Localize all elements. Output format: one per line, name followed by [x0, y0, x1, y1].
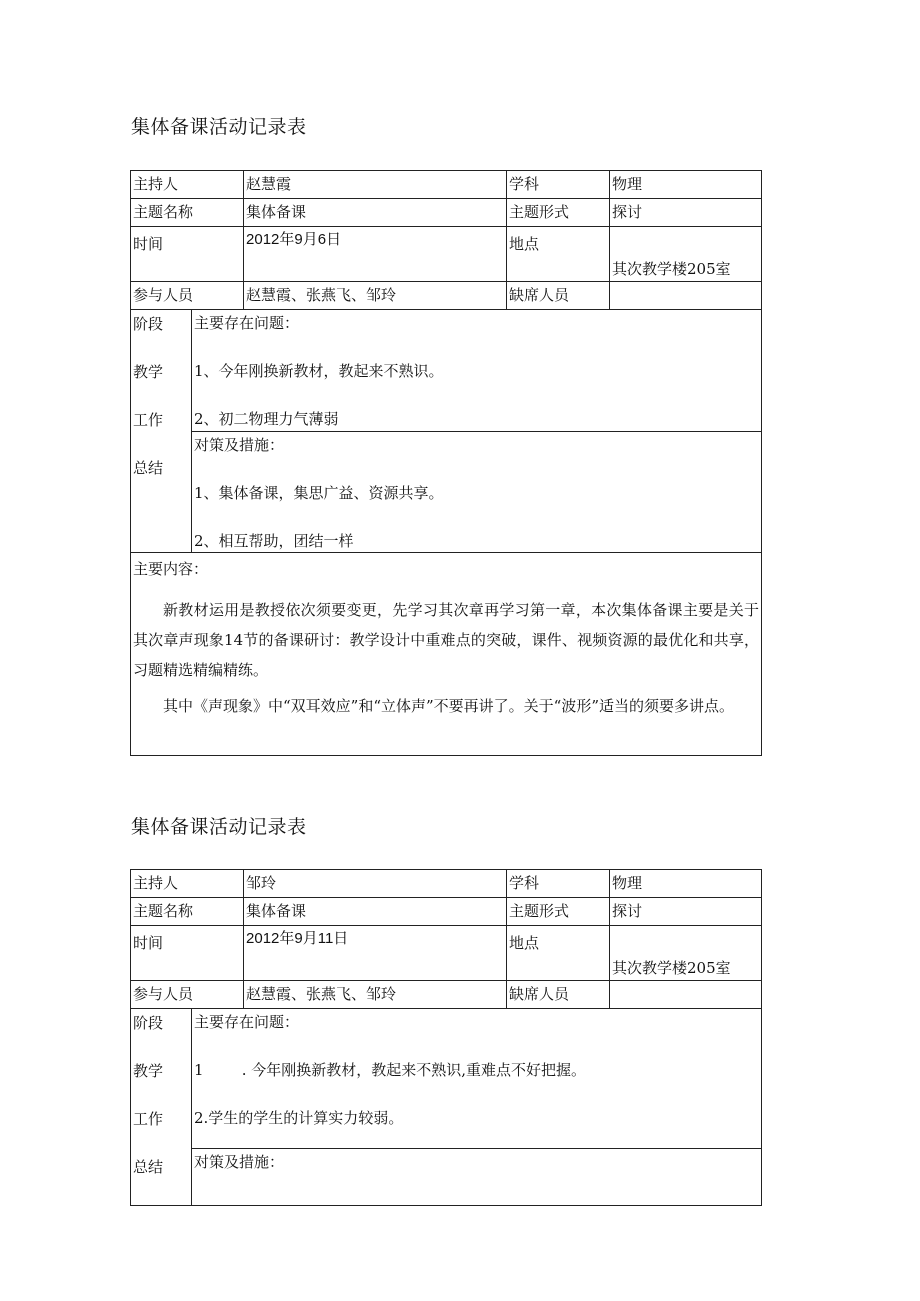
record-1-table: [130, 170, 762, 756]
problem-item: 2.学生的学生的计算实力较弱。: [194, 1109, 404, 1127]
stage-label-line: 阶段: [133, 315, 164, 333]
measures-cell: [192, 1148, 762, 1205]
absent-label: 缺席人员: [507, 981, 610, 1009]
measure-item: 1、集体备课，集思广益、资源共享。: [194, 484, 444, 502]
form-label: 主题形式: [507, 898, 610, 926]
content-paragraph: 其中《声现象》中“双耳效应”和“立体声”不要再讲了。关于“波形”适当的须要多讲点。: [163, 697, 735, 715]
measures-heading: 对策及措施：: [194, 1152, 285, 1171]
topic-value: 集体备课: [244, 199, 507, 227]
record-2-table: [130, 869, 762, 1206]
host-label: 主持人: [131, 870, 244, 898]
measures-cell: [192, 432, 762, 553]
topic-label: 主题名称: [131, 199, 244, 227]
place-value: 其次教学楼205室: [610, 926, 762, 981]
subject-label: 学科: [507, 870, 610, 898]
stage-label-line: 教学: [133, 363, 164, 381]
stage-label-line: 教学: [133, 1062, 164, 1080]
time-label: 时间: [131, 227, 244, 282]
participants-label: 参与人员: [131, 981, 244, 1009]
form-label: 主题形式: [507, 199, 610, 227]
form-value: 探讨: [610, 898, 762, 926]
topic-value: 集体备课: [244, 898, 507, 926]
content-paragraph: 新教材运用是教授依次须要变更，先学习其次章再学习第一章，本次集体备课主要是关于其次章声现象14节的备课研讨：教学设计中重难点的突破，课件、视频资源的最优化和共享，习题精选精编精练。: [133, 601, 760, 679]
absent-label: 缺席人员: [507, 282, 610, 310]
problems-cell: [192, 1009, 762, 1149]
absent-value: [610, 981, 762, 1009]
participants-value: 赵慧霞、张燕飞、邹玲: [244, 282, 507, 310]
record-2-title: 集体备课活动记录表: [131, 816, 307, 838]
host-label: 主持人: [131, 171, 244, 199]
measures-heading: 对策及措施：: [194, 436, 285, 454]
participants-value: 赵慧霞、张燕飞、邹玲: [244, 981, 507, 1009]
host-value: 邹玲: [244, 870, 507, 898]
stage-label-line: 总结: [133, 1158, 164, 1176]
topic-label: 主题名称: [131, 898, 244, 926]
stage-label-line: 工作: [133, 411, 164, 429]
subject-value: 物理: [610, 171, 762, 199]
place-label: 地点: [507, 926, 610, 981]
place-value: 其次教学楼205室: [610, 227, 762, 282]
content-cell: [131, 553, 762, 756]
record-1-title: 集体备课活动记录表: [131, 116, 307, 138]
measure-item: 2、相互帮助，团结一样: [194, 532, 354, 550]
problem-item: 1 . 今年刚换新教材，教起来不熟识,重难点不好把握。: [194, 1061, 586, 1079]
time-label: 时间: [131, 926, 244, 981]
content-heading: 主要内容：: [133, 560, 209, 578]
problems-heading: 主要存在问题：: [194, 314, 300, 332]
problems-cell: [192, 310, 762, 432]
time-value: 2012年9月6日: [244, 227, 507, 282]
absent-value: [610, 282, 762, 310]
form-value: 探讨: [610, 199, 762, 227]
place-label: 地点: [507, 227, 610, 282]
problem-item: 1、今年刚换新教材，教起来不熟识。: [194, 362, 444, 380]
participants-label: 参与人员: [131, 282, 244, 310]
problem-item: 2、初二物理力气薄弱: [194, 410, 339, 428]
host-value: 赵慧霞: [244, 171, 507, 199]
stage-label-line: 阶段: [133, 1014, 164, 1032]
stage-label-line: 工作: [133, 1110, 164, 1128]
subject-value: 物理: [610, 870, 762, 898]
stage-label: [131, 1009, 192, 1206]
stage-label: [131, 310, 192, 553]
time-value: 2012年9月11日: [244, 926, 507, 981]
stage-label-line: 总结: [133, 459, 164, 477]
problems-heading: 主要存在问题：: [194, 1013, 300, 1031]
subject-label: 学科: [507, 171, 610, 199]
